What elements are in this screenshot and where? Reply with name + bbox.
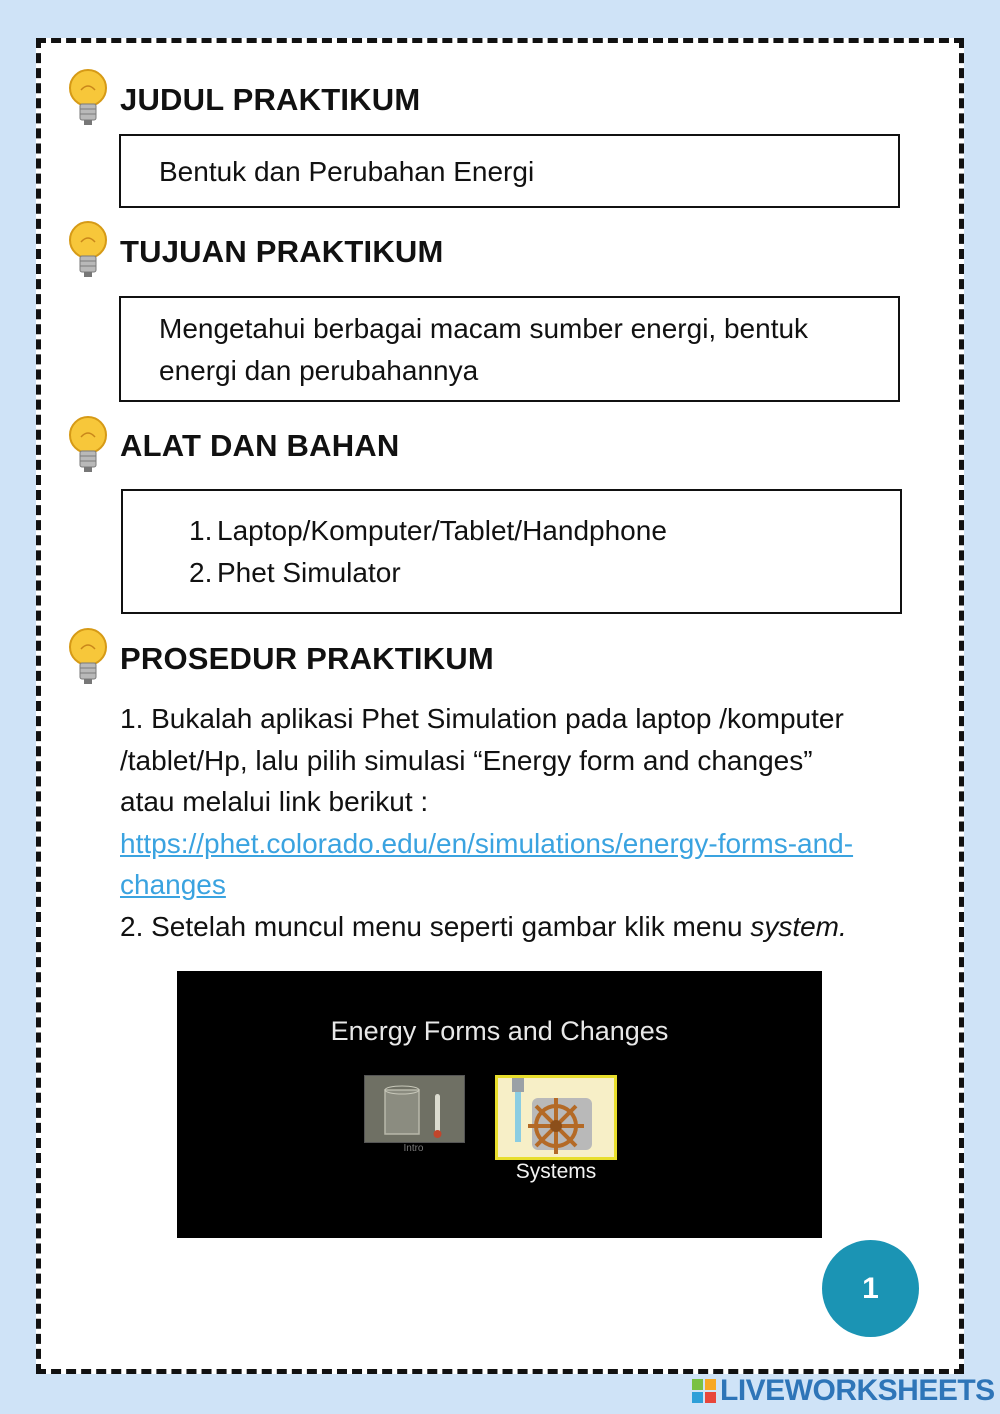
systems-label: Systems [515,1160,597,1183]
step1-line3: atau melalui link berikut : [120,786,429,817]
liveworksheets-logo-icon [692,1379,716,1403]
tujuan-content-line1: Mengetahui berbagai macam sumber energi, bentuk [159,313,809,344]
prosedur-body [120,698,920,947]
liveworksheets-brand [692,1374,995,1408]
intro-thumbnail[interactable] [364,1075,465,1143]
prosedur-heading: PROSEDUR PRAKTIKUM [120,641,494,676]
simulation-screenshot [177,971,822,1238]
list-item-text: Phet Simulator [217,557,401,588]
judul-content: Bentuk dan Perubahan Energi [159,156,535,187]
list-item-number: 2. [189,557,213,588]
brand-name: LIVEWORKSHEETS [720,1374,995,1407]
list-item [189,510,900,552]
tujuan-heading: TUJUAN PRAKTIKUM [120,234,444,269]
ship-wheel-icon [498,1078,614,1157]
step1-line2: /tablet/Hp, lalu pilih simulasi “Energy form and changes” [120,744,813,776]
step2 [120,906,920,948]
list-item-text: Laptop/Komputer/Tablet/Handphone [217,515,667,546]
lightbulb-icon [66,220,110,280]
tujuan-box [119,296,900,402]
judul-heading: JUDUL PRAKTIKUM [120,82,421,117]
alat-heading: ALAT DAN BAHAN [120,428,400,463]
simulation-title: Energy Forms and Changes [330,1016,669,1046]
alat-box [121,489,902,614]
step1-line1: 1. Bukalah aplikasi Phet Simulation pada laptop /komputer [120,703,844,734]
tujuan-content-line2: energi dan perubahannya [159,355,479,386]
step2-text: 2. Setelah muncul menu seperti gambar klik menu [120,910,751,942]
judul-box [119,134,900,208]
lightbulb-icon [66,627,110,687]
intro-label: Intro [403,1143,424,1154]
systems-thumbnail[interactable] [495,1075,617,1160]
phet-link-line1[interactable]: https://phet.colorado.edu/en/simulations/energy-forms-and- [120,827,854,859]
lightbulb-icon [66,68,110,128]
phet-link-line2[interactable]: changes [120,869,226,900]
alat-list [189,510,900,594]
lightbulb-icon [66,415,110,475]
page-number-badge [822,1240,919,1337]
page-number: 1 [862,1271,879,1305]
list-item [189,552,900,594]
list-item-number: 1. [189,515,213,546]
step2-emphasis: system. [750,910,847,942]
beaker-thermometer-icon [365,1076,464,1142]
